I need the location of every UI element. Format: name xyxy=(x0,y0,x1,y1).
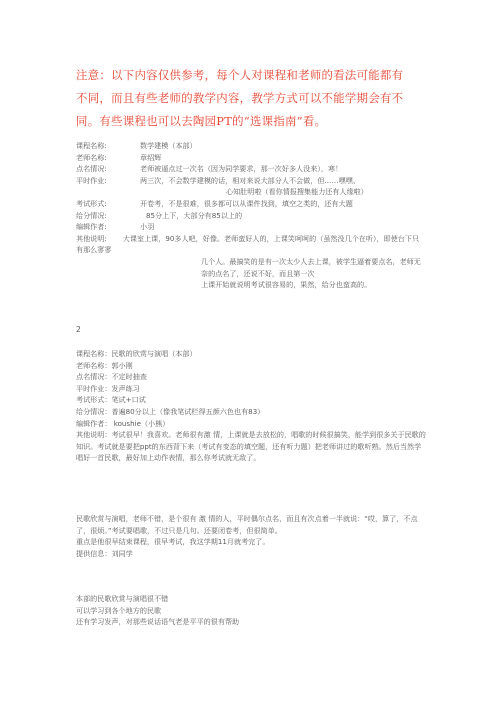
field-value: 数学建模（本部） xyxy=(140,141,197,150)
field-label: 考试形式: xyxy=(76,198,107,208)
teacher-row xyxy=(76,152,426,164)
review-text: 民歌欣赏与演唱，老师不错，是个很有 激 情的人，平时偶尔点名，而且有次点着一半就说：“哎，算了，不点了，很烦。”考试要唱歌，不过只是几句。还要闭卷考，但很简单。 xyxy=(76,514,418,535)
field-value: 老师被逼点过一次名（因为同学要求，那一次好多人没来），寒！ xyxy=(140,164,343,174)
exam-row xyxy=(76,198,426,210)
field-value: 小羽 xyxy=(140,222,155,232)
review-text: 重点是他很早结束课程，很早考试，我这学期11月就考完了。 xyxy=(76,537,270,547)
other-notes xyxy=(76,233,426,256)
notice-line: 同。有些课程也可以去陶园PT的“选课指南”看。 xyxy=(76,114,327,128)
editor-info: 编辑作者： koushie（小熊） xyxy=(76,418,170,428)
review-paragraph-2 xyxy=(76,593,426,628)
field-label: 其他说明: xyxy=(76,233,107,243)
field-value: 心知肚明啦（看你情报搜集能力还有人缘啦） xyxy=(226,187,368,197)
exam-info: 考试形式：笔试+口试 xyxy=(76,395,146,405)
field-label: 平时作业: xyxy=(76,175,107,185)
editor-row xyxy=(76,221,426,233)
teacher-name: 老师名称：郭小刚 xyxy=(76,360,133,370)
rollcall-info: 点名情况：不定时抽查 xyxy=(76,372,147,382)
section-number: 2 xyxy=(76,325,81,334)
field-label: 课程名称: xyxy=(76,141,107,150)
homework-info: 平时作业：发声练习 xyxy=(76,383,140,393)
field-label: 给分情况: xyxy=(76,210,107,220)
course-name-row xyxy=(76,140,426,152)
review-text: 可以学习到各个地方的民歌 xyxy=(76,605,162,615)
score-info: 给分情况：普遍80分以上（像我笔试栏得五颜六色也有83） xyxy=(76,406,265,416)
field-value: 两三次，不会数学建模的话，相对来说大部分人不会做，但……嘿嘿、 xyxy=(140,175,360,185)
other-notes-cont xyxy=(76,256,426,279)
homework-row xyxy=(76,175,426,187)
review-paragraph xyxy=(76,513,426,559)
field-label: 点名情况: xyxy=(76,164,107,174)
other-notes: 其他说明：考试很早！我喜欢。老师很有激 情，上课就是去放松的，唱歌的时候很搞笑，能学到很多关于民歌的知识。考试就是要把ppt的东西背下来（考试有变态的填空题，还有听力题）把老师讲过的歌听熟。然后当然学唱好一首民歌，最好加上动作表情，那么你考试就无敌了。 xyxy=(76,430,426,463)
review-text: 还有学习发声，对那些说话语气老是平平的很有帮助 xyxy=(76,617,240,627)
source-info: 提供信息：刘同学 xyxy=(76,548,133,558)
field-value: 上课开始就说明考试很容易的，果然，给分也蛮高的。 xyxy=(201,280,372,290)
field-label: 老师名称: xyxy=(76,152,107,162)
notice-text xyxy=(76,64,426,133)
field-value: 85分上下，大部分有85以上的 xyxy=(146,210,243,220)
field-label: 编辑作者: xyxy=(76,222,107,232)
course-1-info xyxy=(76,140,426,291)
course-name: 课程名称：民歌的欣赏与演唱（本部） xyxy=(76,349,197,358)
other-notes-cont xyxy=(76,279,426,291)
field-value: 开卷考，不是很难，很多都可以从课件找到，填空之类的，还有大题 xyxy=(140,198,353,208)
homework-row-cont xyxy=(76,186,426,198)
score-row xyxy=(76,210,426,222)
rollcall-row xyxy=(76,163,426,175)
review-text: 本部的民歌欣赏与演唱很不错 xyxy=(76,594,169,603)
notice-line: 不同，而且有些老师的教学内容，教学方式可以不能学期会有不 xyxy=(76,91,404,105)
notice-line: 注意：以下内容仅供参考，每个人对课程和老师的看法可能都有 xyxy=(76,68,404,82)
field-value: 大课室上课，90多人吧，好像。老师蛮好人的，上课笑呵呵的（虽然没几个在听），即使台下只有那么寥寥 xyxy=(76,233,420,255)
field-value: 章绍辉 xyxy=(140,152,162,162)
field-value: 几个人。最搞笑的是有一次太少人去上课，被学生逼着要点名，老师无奈的点名了，还说不好，而且第一次 xyxy=(201,256,421,278)
course-2-info xyxy=(76,348,426,464)
